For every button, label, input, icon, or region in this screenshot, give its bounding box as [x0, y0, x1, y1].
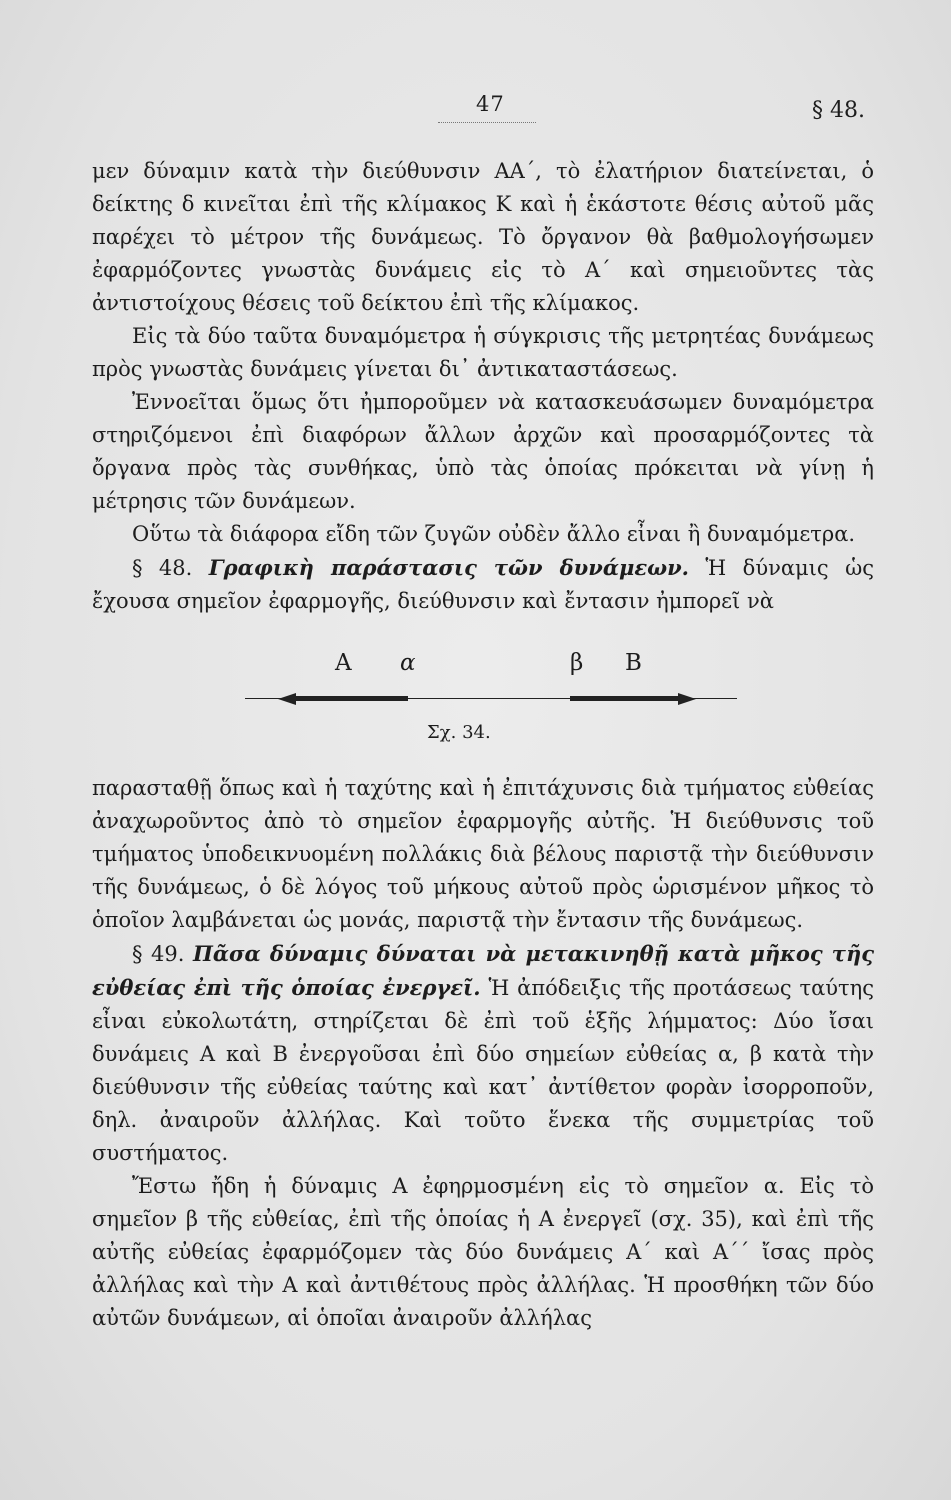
page-number: 47 — [476, 92, 505, 116]
paragraph-graphical-representation: παρασταθῇ ὅπως καὶ ἡ ταχύτης καὶ ἡ ἐπιτάχυνσις διὰ τμήματος εὐθείας ἀναχωροῦντος ἀπὸ τὸ σημεῖον ἐφαρμογῆς αὐτῆς. Ἡ διεύθυνσις τοῦ τμήματος ὑποδεικνυομένη πολλάκις διὰ βέλους παριστᾷ τὴν διεύθυνσιν τῆς δυνάμεως, ὁ δὲ λόγος τοῦ μήκους αὐτοῦ πρὸς ὡρισμένον μῆκος τὸ ὁποῖον λαμβάνεται ὡς μονάς, παριστᾷ τὴν ἔντασιν τῆς δυνάμεως. — [92, 776, 874, 932]
section-49-text: Ἡ ἀπόδειξις τῆς προτάσεως ταύτης εἶναι εὐκολωτάτη, στηρίζεται δὲ ἐπὶ τοῦ ἑξῆς λήμματος: Δύο ἴσαι δυνάμεις Α καὶ Β ἐνεργοῦσαι ἐπὶ δύο σημείων εὐθείας α, β κατὰ τὴν διεύθυνσιν τῆς εὐθείας ταύτης καὶ κατ᾽ ἀντίθετον φορὰν ἰσορροποῦν, δηλ. ἀναιροῦν ἀλλήλας. Καὶ τοῦτο ἕνεκα τῆς συμμετρίας τοῦ συστήματος. — [92, 976, 875, 1165]
paragraph-comparison: Εἰς τὰ δύο ταῦτα δυναμόμετρα ἡ σύγκρισις τῆς μετρητέας δυνάμεως πρὸς γνωστὰς δυνάμεις γίνεται δι᾽ ἀντικαταστάσεως. — [92, 324, 874, 381]
section-48-number: § 48. — [132, 556, 193, 580]
paragraph-balances: Οὕτω τὰ διάφορα εἴδη τῶν ζυγῶν οὐδὲν ἄλλο εἶναι ἢ δυναμόμετρα. — [132, 522, 856, 546]
figure-label-beta: β — [570, 650, 584, 676]
page-number-underline — [438, 122, 536, 123]
arrow-left-icon — [278, 693, 296, 705]
section-49-number: § 49. — [132, 942, 185, 966]
upper-text-block — [92, 155, 874, 618]
paragraph-other-principles: Ἐννοεῖται ὅμως ὅτι ἠμποροῦμεν νὰ κατασκευάσωμεν δυναμόμετρα στηριζόμενοι ἐπὶ διαφόρων ἄλλων ἀρχῶν καὶ προσαρμόζοντες τὰ ὄργανα πρὸς τὰς συνθήκας, ὑπὸ τὰς ὁποίας πρόκειται νὰ γίνῃ ἡ μέτρησις τῶν δυνάμεων. — [92, 390, 874, 513]
figure-label-alpha: α — [400, 650, 416, 676]
paragraph-spring-dynamometer: μεν δύναμιν κατὰ τὴν διεύθυνσιν ΑΑ΄, τὸ ἐλατήριον διατείνεται, ὁ δείκτης δ κινεῖται ἐπὶ τῆς κλίμακος Κ καὶ ἡ ἑκάστοτε θέσις αὐτοῦ μᾶς παρέχει τὸ μέτρον τῆς δυνάμεως. Τὸ ὄργανον θὰ βαθμολογήσωμεν ἐφαρμόζοντες γνωστὰς δυνάμεις εἰς τὸ Α΄ καὶ σημειοῦντες τὰς ἀντιστοίχους θέσεις τοῦ δείκτου ἐπὶ τῆς κλίμακος. — [92, 159, 874, 315]
section-48-paragraph — [92, 551, 874, 618]
section-49-paragraph — [92, 937, 874, 1170]
figure-34-force-diagram — [240, 650, 740, 760]
section-48-title: Γραφικὴ παράστασις τῶν δυνάμεων. — [208, 555, 689, 580]
lower-text-block — [92, 772, 874, 1335]
figure-caption: Σχ. 34. — [427, 722, 491, 743]
section-49-title: Πᾶσα δύναμις δύναται νὰ μετακινηθῇ κατὰ μῆκος τῆς εὐθείας ἐπὶ τῆς ὁποίας ἐνεργεῖ. — [92, 941, 874, 1000]
arrow-right-icon — [678, 693, 696, 705]
figure-label-A: Α — [335, 650, 352, 676]
force-A-arrow-shaft — [290, 696, 408, 701]
figure-label-B: Β — [625, 650, 642, 676]
section-48-text: Ἡ δύναμις ὡς ἔχουσα σημεῖον ἐφαρμογῆς, διεύθυνσιν καὶ ἔντασιν ἠμπορεῖ νὰ — [92, 556, 874, 613]
force-B-arrow-shaft — [570, 696, 680, 701]
running-section-reference: § 48. — [812, 98, 865, 123]
paragraph-force-application: Ἔστω ἤδη ἡ δύναμις Α ἐφηρμοσμένη εἰς τὸ σημεῖον α. Εἰς τὸ σημεῖον β τῆς εὐθείας, ἐπὶ τῆς ὁποίας ἡ Α ἐνεργεῖ (σχ. 35), καὶ ἐπὶ τῆς αὐτῆς εὐθείας ἐφαρμόζομεν τὰς δύο δυνάμεις Α΄ καὶ Α΄΄ ἴσας πρὸς ἀλλήλας καὶ τὴν Α καὶ ἀντιθέτους πρὸς ἀλλήλας. Ἡ προσθήκη τῶν δύο αὐτῶν δυνάμεων, αἱ ὁποῖαι ἀναιροῦν ἀλλήλας — [92, 1174, 874, 1330]
